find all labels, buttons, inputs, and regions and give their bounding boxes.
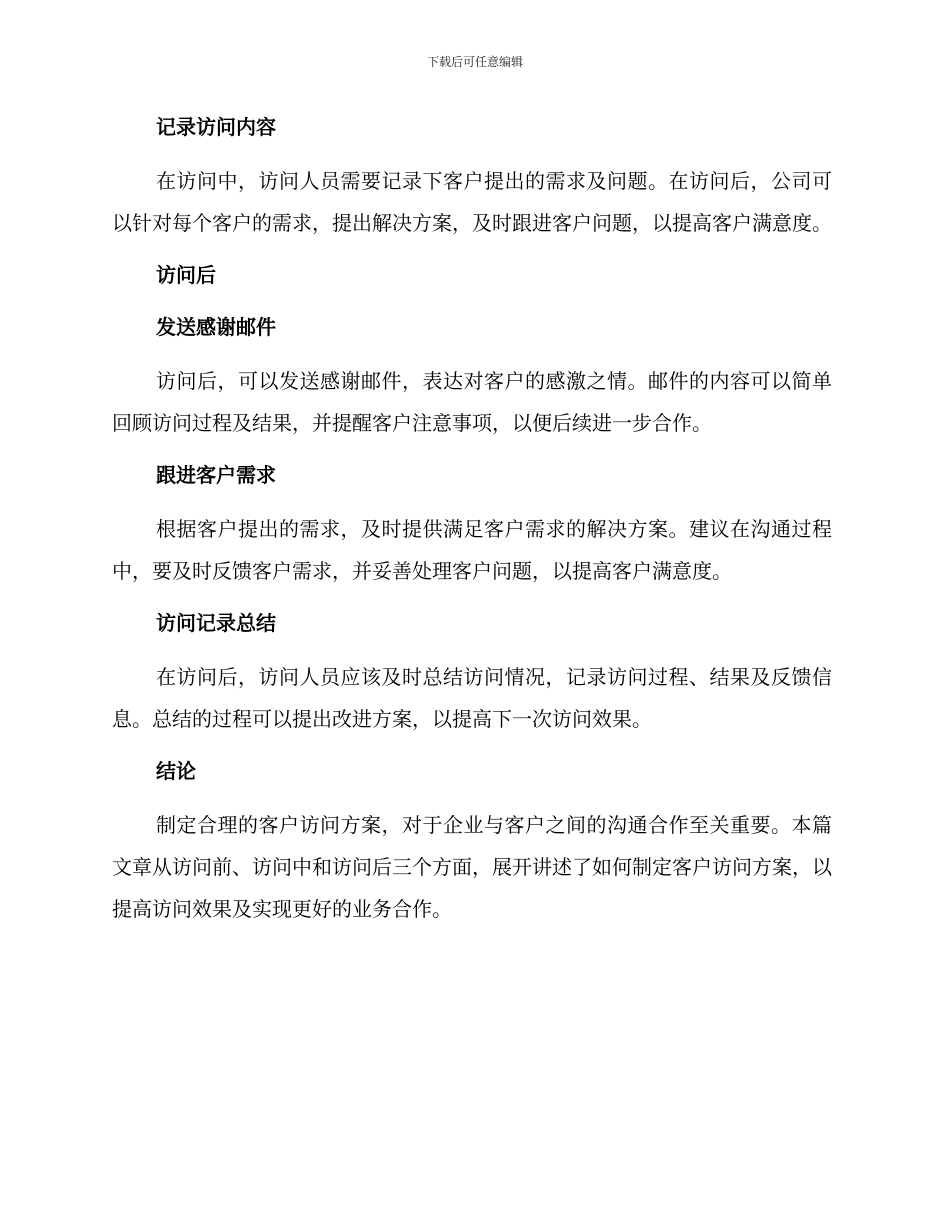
section-heading: 访问记录总结	[156, 611, 276, 635]
section-paragraph: 访问后，可以发送感谢邮件，表达对客户的感激之情。邮件的内容可以简单回顾访问过程及结果，并提醒客户注意事项，以便后续进一步合作。	[112, 369, 832, 435]
section-heading: 访问后	[156, 263, 216, 287]
section-paragraph: 根据客户提出的需求，及时提供满足客户需求的解决方案。建议在沟通过程中，要及时反馈客户需求，并妥善处理客户问题，以提高客户满意度。	[112, 517, 832, 583]
section-heading: 发送感谢邮件	[156, 315, 276, 339]
section-paragraph: 在访问后，访问人员应该及时总结访问情况，记录访问过程、结果及反馈信息。总结的过程可以提出改进方案，以提高下一次访问效果。	[112, 665, 832, 731]
section-paragraph: 制定合理的客户访问方案，对于企业与客户之间的沟通合作至关重要。本篇文章从访问前、访问中和访问后三个方面，展开讲述了如何制定客户访问方案，以提高访问效果及实现更好的业务合作。	[112, 813, 832, 921]
document-body	[112, 108, 832, 942]
section-heading: 记录访问内容	[156, 115, 276, 139]
section-paragraph: 在访问中，访问人员需要记录下客户提出的需求及问题。在访问后，公司可以针对每个客户的需求，提出解决方案，及时跟进客户问题，以提高客户满意度。	[112, 169, 832, 235]
section-heading: 跟进客户需求	[156, 463, 276, 487]
page-header: 下载后可任意编辑	[426, 55, 523, 69]
section-heading: 结论	[156, 759, 196, 783]
